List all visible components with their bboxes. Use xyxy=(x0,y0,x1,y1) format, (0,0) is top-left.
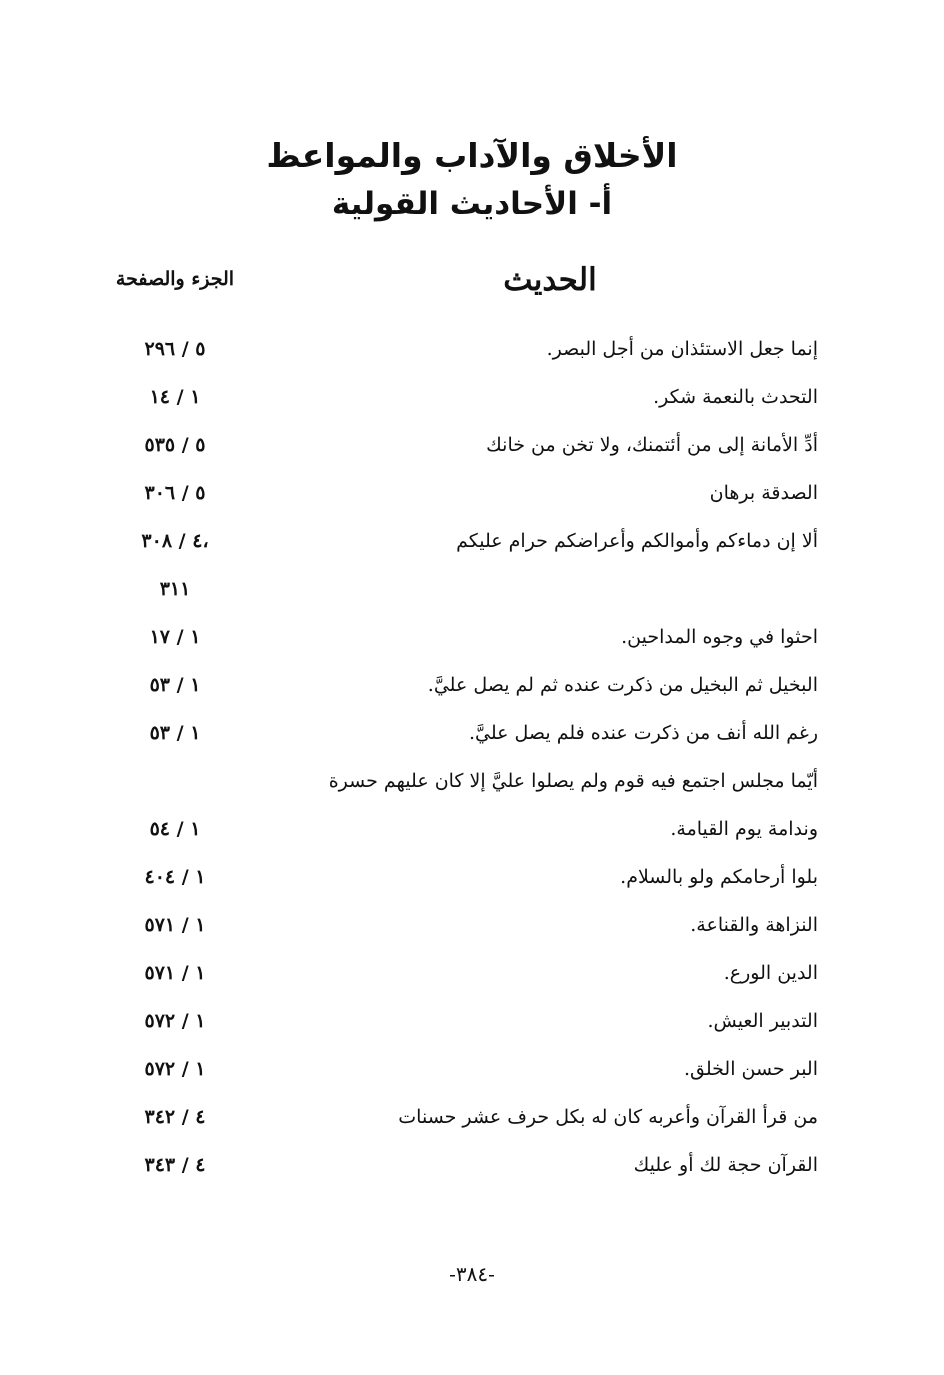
hadith-text: بلوا أرحامكم ولو بالسلام. xyxy=(620,866,818,888)
hadith-text: من قرأ القرآن وأعربه كان له بكل حرف عشر حسنات xyxy=(398,1106,818,1128)
volume-page-column-header: الجزء والصفحة xyxy=(115,268,235,290)
hadith-text: التدبير العيش. xyxy=(707,1010,818,1032)
hadith-text: أدِّ الأمانة إلى من أئتمنك، ولا تخن من خانك xyxy=(486,434,818,456)
volume-page-ref: ١ / ٥٧٢ xyxy=(144,1058,206,1080)
hadith-text: ألا إن دماءكم وأموالكم وأعراضكم حرام عليكم xyxy=(456,530,818,552)
volume-page-ref: ٥ / ٢٩٦ xyxy=(144,338,206,360)
volume-page-ref: ١ / ١٤ xyxy=(149,386,201,408)
volume-page-ref: ٥ / ٣٠٦ xyxy=(144,482,206,504)
volume-page-ref: ١ / ٥٣ xyxy=(149,722,201,744)
hadith-text: القرآن حجة لك أو عليك xyxy=(633,1154,818,1176)
index-row xyxy=(0,618,944,666)
page-number: -٣٨٤- xyxy=(449,1262,495,1286)
volume-page-ref: ١ / ٥٧١ xyxy=(144,914,206,936)
hadith-text: البخيل ثم البخيل من ذكرت عنده ثم لم يصل عليَّ. xyxy=(427,674,818,696)
hadith-text: وندامة يوم القيامة. xyxy=(670,818,818,840)
index-row xyxy=(0,330,944,378)
subsection-title: أ- الأحاديث القولية xyxy=(331,186,613,222)
volume-page-ref: ١ / ١٧ xyxy=(149,626,201,648)
volume-page-ref: ٤ / ٣٤٣ xyxy=(144,1154,206,1176)
index-row xyxy=(0,1098,944,1146)
volume-page-ref: ٥ / ٥٣٥ xyxy=(144,434,206,456)
volume-page-ref: ١ / ٥٧٢ xyxy=(144,1010,206,1032)
index-row xyxy=(0,426,944,474)
hadith-text: الصدقة برهان xyxy=(709,482,818,504)
volume-page-ref: ٣١١ xyxy=(159,578,191,600)
index-row xyxy=(0,570,944,618)
index-row xyxy=(0,666,944,714)
hadith-text: التحدث بالنعمة شكر. xyxy=(653,386,818,408)
hadith-text: الدين الورع. xyxy=(723,962,818,984)
index-row xyxy=(0,714,944,762)
index-row xyxy=(0,954,944,1002)
hadith-text: إنما جعل الاستئذان من أجل البصر. xyxy=(546,338,818,360)
section-title: الأخلاق والآداب والمواعظ xyxy=(266,136,678,175)
index-row xyxy=(0,474,944,522)
volume-page-ref: ٤ / ٣٤٢ xyxy=(144,1106,206,1128)
hadith-text: النزاهة والقناعة. xyxy=(690,914,818,936)
index-row xyxy=(0,858,944,906)
index-row xyxy=(0,810,944,858)
index-row xyxy=(0,762,944,810)
index-row xyxy=(0,906,944,954)
hadith-text: البر حسن الخلق. xyxy=(683,1058,818,1080)
volume-page-ref: ١ / ٥٣ xyxy=(149,674,201,696)
hadith-text: أيّما مجلس اجتمع فيه قوم ولم يصلوا عليَّ إلا كان عليهم حسرة xyxy=(328,770,818,792)
hadith-text: احثوا في وجوه المداحين. xyxy=(621,626,818,648)
volume-page-ref: ١ / ٥٤ xyxy=(149,818,201,840)
index-row xyxy=(0,1050,944,1098)
volume-page-ref: ١ / ٤٠٤ xyxy=(144,866,206,888)
index-row xyxy=(0,378,944,426)
index-row xyxy=(0,522,944,570)
hadith-column-header: الحديث xyxy=(503,262,597,298)
hadith-text: رغم الله أنف من ذكرت عنده فلم يصل عليَّ. xyxy=(468,722,818,744)
index-row xyxy=(0,1002,944,1050)
volume-page-ref: ١ / ٥٧١ xyxy=(144,962,206,984)
volume-page-ref: ٤ / ٣٠٨، xyxy=(141,530,209,552)
index-row xyxy=(0,1146,944,1194)
